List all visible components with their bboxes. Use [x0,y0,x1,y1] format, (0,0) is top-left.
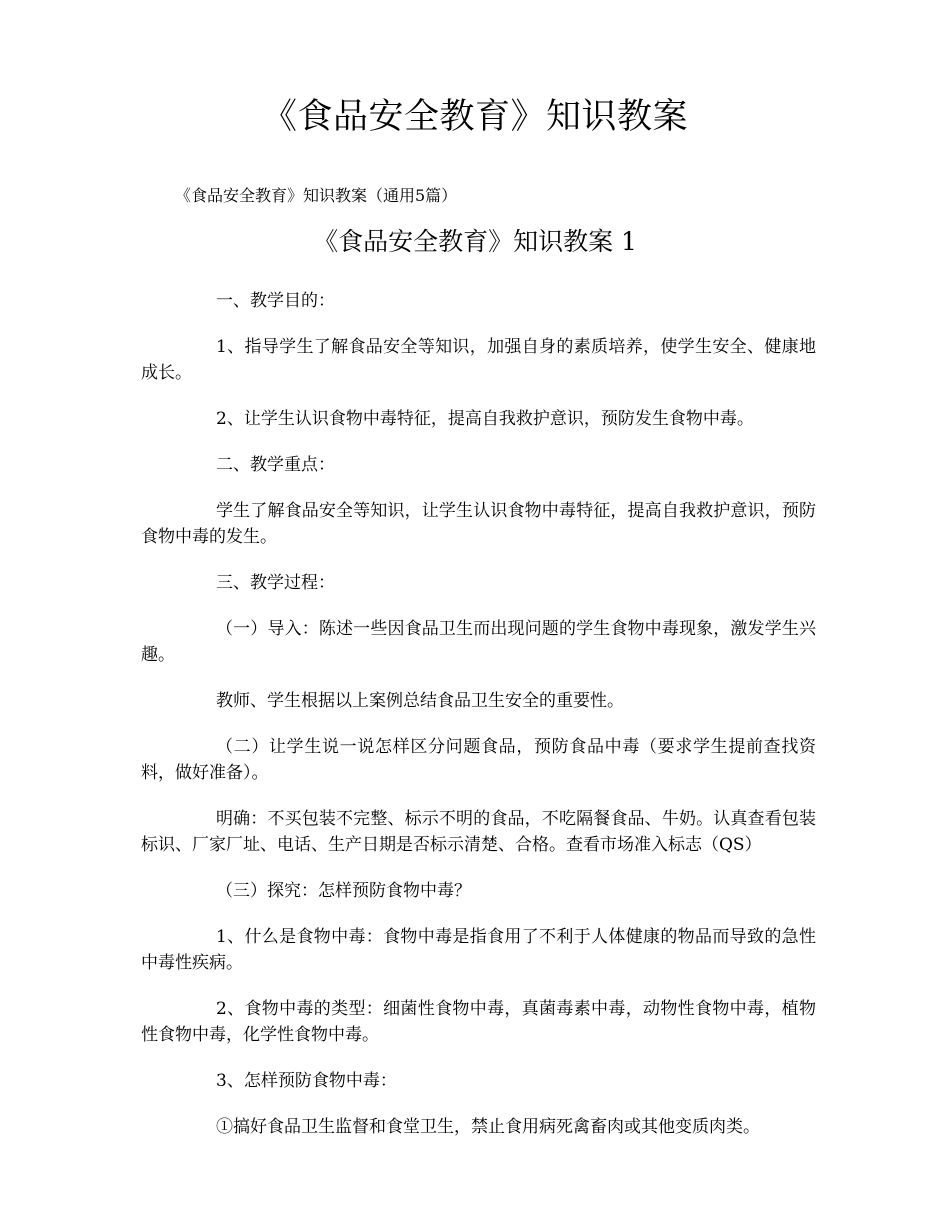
paragraph-discussion: （二）让学生说一说怎样区分问题食品，预防食品中毒（要求学生提前查找资料，做好准备）。 [141,737,816,783]
paragraph-explore: （三）探究：怎样预防食物中毒？ [216,881,471,901]
paragraph-clarify: 明确：不买包装不完整、标示不明的食品，不吃隔餐食品、牛奶。认真查看包装标识、厂家厂址、电话、生产日期是否标示清楚、合格。查看市场准入标志（QS） [141,809,816,855]
paragraph-process-heading: 三、教学过程： [216,573,335,593]
paragraph-types: 2、食物中毒的类型：细菌性食物中毒，真菌毒素中毒，动物性食物中毒，植物性食物中毒，化学性食物中毒。 [141,999,816,1045]
section-heading: 《食品安全教育》知识教案 1 [313,227,637,256]
paragraph-definition: 1、什么是食物中毒：食物中毒是指食用了不利于人体健康的物品而导致的急性中毒性疾病。 [141,927,816,973]
paragraph-goal-2: 2、让学生认识食物中毒特征，提高自我救护意识，预防发生食物中毒。 [216,409,754,429]
paragraph-summary: 教师、学生根据以上案例总结食品卫生安全的重要性。 [216,691,624,711]
paragraph-key-point-heading: 二、教学重点： [216,455,335,475]
document-title: 《食品安全教育》知识教案 [261,97,688,137]
document-body [141,288,816,1160]
document-subtitle: 《食品安全教育》知识教案（通用5篇） [175,186,458,205]
paragraph-intro: （一）导入：陈述一些因食品卫生而出现问题的学生食物中毒现象，激发学生兴趣。 [141,619,816,665]
paragraph-goal-1: 1、指导学生了解食品安全等知识，加强自身的素质培养，使学生安全、健康地成长。 [141,337,816,383]
paragraph-prevention-1: ①搞好食品卫生监督和食堂卫生，禁止食用病死禽畜肉或其他变质肉类。 [216,1117,760,1137]
paragraph-prevention-heading: 3、怎样预防食物中毒： [216,1071,397,1091]
paragraph-teaching-goal-heading: 一、教学目的： [216,291,335,311]
paragraph-key-point: 学生了解食品安全等知识，让学生认识食物中毒特征，提高自我救护意识，预防食物中毒的发生。 [141,501,816,547]
